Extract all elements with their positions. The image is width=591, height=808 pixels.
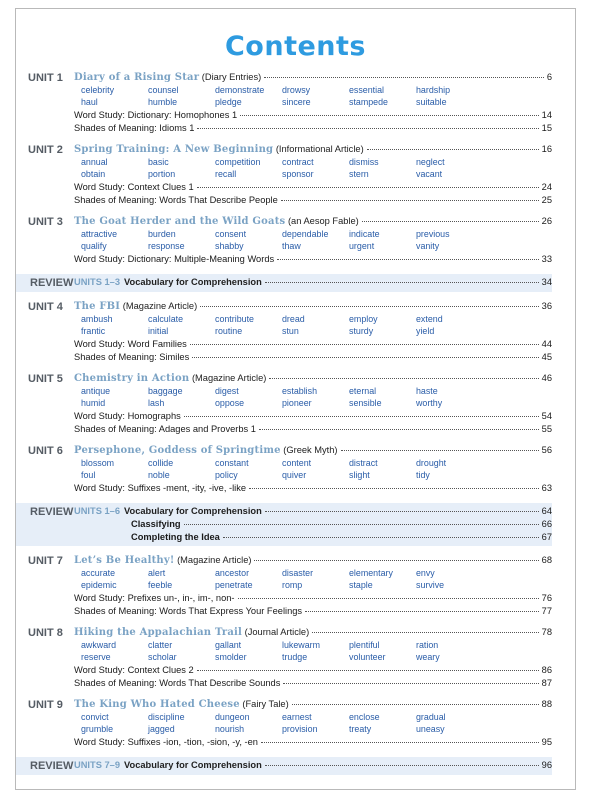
toc-line[interactable] [74, 554, 552, 567]
page-number: 76 [541, 593, 552, 603]
dot-leader [367, 149, 539, 150]
story-heading [74, 71, 261, 84]
vocab-word: alert [148, 568, 166, 578]
shades-of-meaning-label: Shades of Meaning: Words That Describe Sounds [74, 678, 281, 688]
review-units: UNITS 1–6 [74, 506, 120, 516]
dot-leader [264, 77, 544, 78]
story-type: (Informational Article) [275, 144, 364, 154]
vocab-word: content [282, 458, 312, 468]
vocab-word: distract [349, 458, 378, 468]
vocab-word: accurate [81, 568, 116, 578]
vocab-word: celebrity [81, 85, 115, 95]
dot-leader [261, 742, 539, 743]
vocabulary-words [74, 85, 552, 108]
table-of-contents [28, 71, 552, 775]
page-number: 64 [541, 506, 552, 516]
dot-leader [184, 524, 539, 525]
toc-line[interactable] [74, 518, 552, 531]
page-number: 15 [541, 123, 552, 133]
vocab-word: quiver [282, 469, 307, 480]
vocabulary-words [74, 712, 552, 735]
dot-leader [265, 765, 539, 766]
vocab-word: romp [282, 579, 303, 590]
dot-leader [292, 704, 539, 705]
unit-content [74, 300, 552, 364]
unit-content [74, 626, 552, 690]
vocab-word: initial [148, 325, 169, 336]
toc-line[interactable] [74, 592, 552, 605]
vocabulary-words [74, 229, 552, 252]
toc-line[interactable] [74, 410, 552, 423]
unit-content [74, 71, 552, 135]
vocab-word: employ [349, 314, 378, 324]
toc-line[interactable] [74, 351, 552, 364]
review-units: UNITS 7–9 [74, 760, 120, 770]
dot-leader [283, 683, 538, 684]
page-number: 34 [541, 277, 552, 287]
vocab-word: establish [282, 386, 318, 396]
toc-line[interactable] [74, 372, 552, 385]
review-subsection: Completing the Idea [131, 532, 220, 542]
vocab-word: treaty [349, 723, 372, 734]
shades-of-meaning-label: Shades of Meaning: Similes [74, 352, 190, 362]
unit-label: UNIT 7 [28, 555, 63, 567]
vocab-word: worthy [416, 397, 443, 408]
vocab-word: feeble [148, 579, 173, 590]
vocab-word: earnest [282, 712, 312, 722]
story-heading [74, 300, 197, 313]
review-entry [16, 274, 552, 292]
vocab-word: calculate [148, 314, 184, 324]
vocab-word: dungeon [215, 712, 250, 722]
vocab-word: contribute [215, 314, 254, 324]
toc-line[interactable] [74, 444, 552, 457]
vocab-word: penetrate [215, 579, 253, 590]
vocab-word: ration [416, 640, 439, 650]
vocab-word: constant [215, 458, 249, 468]
vocabulary-words [74, 157, 552, 180]
word-study-label: Word Study: Suffixes -ment, -ity, -ive, -like [74, 483, 247, 493]
vocab-word: neglect [416, 157, 445, 167]
vocab-word: lash [148, 397, 165, 408]
page-number: 46 [541, 373, 552, 383]
vocab-word: gradual [416, 712, 446, 722]
story-title: Hiking the Appalachian Trail [74, 627, 243, 638]
vocab-word: oppose [215, 397, 245, 408]
vocab-word: obtain [81, 168, 106, 179]
vocab-word: elementary [349, 568, 393, 578]
story-title: The FBI [74, 301, 121, 312]
unit-label: UNIT 2 [28, 144, 63, 156]
vocab-word: humble [148, 96, 178, 107]
vocab-word: eternal [349, 386, 377, 396]
dot-leader [254, 560, 538, 561]
vocab-word: indicate [349, 229, 380, 239]
vocab-word: frantic [81, 325, 106, 336]
dot-leader [192, 357, 538, 358]
page-number: 26 [541, 216, 552, 226]
story-heading [74, 372, 266, 385]
vocab-word: extend [416, 314, 443, 324]
vocab-word: uneasy [416, 723, 445, 734]
vocab-word: staple [349, 579, 373, 590]
unit-label: UNIT 1 [28, 72, 63, 84]
dot-leader [312, 632, 538, 633]
vocab-word: dread [282, 314, 305, 324]
toc-line[interactable] [74, 194, 552, 207]
story-heading [74, 215, 359, 228]
toc-line[interactable] [74, 215, 552, 228]
story-type: (Magazine Article) [122, 301, 198, 311]
vocab-word: sensible [349, 397, 382, 408]
dot-leader [240, 115, 539, 116]
review-label: REVIEW [30, 277, 74, 289]
unit-label: UNIT 4 [28, 301, 63, 313]
review-heading [74, 759, 262, 772]
toc-line[interactable] [74, 71, 552, 84]
story-type: (Diary Entries) [201, 72, 262, 82]
toc-line[interactable] [74, 181, 552, 194]
dot-leader [197, 187, 539, 188]
vocab-word: suitable [416, 96, 447, 107]
unit-content [74, 698, 552, 749]
vocab-word: stern [349, 168, 369, 179]
page-number: 66 [541, 519, 552, 529]
vocab-word: sponsor [282, 168, 314, 179]
page-title: Contents [224, 31, 366, 62]
page-number: 16 [541, 144, 552, 154]
toc-line[interactable] [74, 423, 552, 436]
unit-label: UNIT 3 [28, 216, 63, 228]
review-title: Vocabulary for Comprehension [124, 277, 262, 287]
word-study-label: Word Study: Word Families [74, 339, 187, 349]
word-study-label: Word Study: Homographs [74, 411, 181, 421]
vocab-word: drought [416, 458, 447, 468]
unit-label: UNIT 9 [28, 699, 63, 711]
vocab-word: haul [81, 96, 98, 107]
vocab-word: provision [282, 723, 318, 734]
vocab-word: grumble [81, 723, 114, 734]
vocab-word: thaw [282, 240, 301, 251]
page-number: 33 [541, 254, 552, 264]
unit-label: UNIT 6 [28, 445, 63, 457]
story-title: Spring Training: A New Beginning [74, 144, 274, 155]
vocab-word: sturdy [349, 325, 374, 336]
word-study-label: Word Study: Context Clues 2 [74, 665, 194, 675]
vocab-word: blossom [81, 458, 115, 468]
unit-entry [28, 71, 552, 135]
vocab-word: vacant [416, 168, 443, 179]
vocab-word: digest [215, 386, 239, 396]
vocab-word: stun [282, 325, 299, 336]
vocab-word: awkward [81, 640, 117, 650]
vocab-word: demonstrate [215, 85, 265, 95]
vocab-word: volunteer [349, 651, 386, 662]
dot-leader [190, 344, 539, 345]
toc-line[interactable] [74, 759, 552, 772]
review-title: Vocabulary for Comprehension [124, 760, 262, 770]
vocabulary-words [74, 640, 552, 663]
review-label: REVIEW [30, 760, 74, 772]
vocab-word: plentiful [349, 640, 380, 650]
unit-entry [28, 698, 552, 749]
vocab-word: trudge [282, 651, 308, 662]
dot-leader [197, 670, 539, 671]
page-number: 95 [541, 737, 552, 747]
unit-entry [28, 554, 552, 618]
story-heading [74, 444, 338, 457]
story-title: Chemistry in Action [74, 373, 190, 384]
vocab-word: portion [148, 168, 176, 179]
story-title: The King Who Hated Cheese [74, 699, 240, 710]
shades-of-meaning-label: Shades of Meaning: Words That Express Your Feelings [74, 606, 303, 616]
story-title: The Goat Herder and the Wild Goats [74, 216, 286, 227]
unit-entry [28, 143, 552, 207]
shades-of-meaning-label: Shades of Meaning: Idioms 1 [74, 123, 195, 133]
page-number: 88 [541, 699, 552, 709]
review-content [74, 276, 552, 290]
page-number: 78 [541, 627, 552, 637]
dot-leader [265, 282, 539, 283]
vocab-word: annual [81, 157, 108, 167]
vocab-word: scholar [148, 651, 177, 662]
story-title: Persephone, Goddess of Springtime [74, 445, 281, 456]
vocabulary-words [74, 314, 552, 337]
vocab-word: lukewarm [282, 640, 320, 650]
page-number: 14 [541, 110, 552, 120]
vocab-word: gallant [215, 640, 242, 650]
word-study-label: Word Study: Dictionary: Multiple-Meaning Words [74, 254, 275, 264]
toc-line[interactable] [74, 122, 552, 135]
unit-content [74, 143, 552, 207]
vocabulary-words [74, 386, 552, 409]
dot-leader [265, 511, 539, 512]
page-number: 24 [541, 182, 552, 192]
vocab-word: discipline [148, 712, 185, 722]
vocab-word: slight [349, 469, 370, 480]
vocabulary-words [74, 568, 552, 591]
word-study-label: Word Study: Context Clues 1 [74, 182, 194, 192]
toc-line[interactable] [74, 505, 552, 518]
vocab-word: drowsy [282, 85, 311, 95]
story-type: (Magazine Article) [177, 555, 252, 565]
vocab-word: noble [148, 469, 170, 480]
dot-leader [362, 221, 539, 222]
vocab-word: clatter [148, 640, 173, 650]
story-type: (Journal Article) [244, 627, 310, 637]
unit-entry [28, 372, 552, 436]
page-number: 87 [541, 678, 552, 688]
unit-entry [28, 300, 552, 364]
vocab-word: urgent [349, 240, 375, 251]
vocab-word: weary [416, 651, 440, 662]
vocab-word: enclose [349, 712, 380, 722]
toc-line[interactable] [74, 109, 552, 122]
vocab-word: contract [282, 157, 314, 167]
review-entry [16, 503, 552, 546]
page-number: 6 [546, 72, 552, 82]
toc-line[interactable] [74, 338, 552, 351]
story-type: (an Aesop Fable) [287, 216, 359, 226]
page-number: 36 [541, 301, 552, 311]
dot-leader [305, 611, 539, 612]
dot-leader [223, 537, 539, 538]
page-number: 54 [541, 411, 552, 421]
unit-entry [28, 215, 552, 266]
word-study-label: Word Study: Suffixes -ion, -tion, -sion, -y, -en [74, 737, 258, 747]
unit-label: UNIT 8 [28, 627, 63, 639]
toc-line[interactable] [74, 276, 552, 289]
vocabulary-words [74, 458, 552, 481]
unit-content [74, 444, 552, 495]
dot-leader [184, 416, 539, 417]
toc-line[interactable] [74, 736, 552, 749]
dot-leader [259, 429, 539, 430]
page-number: 25 [541, 195, 552, 205]
vocab-word: nourish [215, 723, 245, 734]
dot-leader [238, 598, 539, 599]
shades-of-meaning-label: Shades of Meaning: Adages and Proverbs 1 [74, 424, 256, 434]
vocab-word: essential [349, 85, 385, 95]
toc-line[interactable] [74, 253, 552, 266]
shades-of-meaning-label: Shades of Meaning: Words That Describe People [74, 195, 278, 205]
vocab-word: ancestor [215, 568, 250, 578]
vocab-word: pledge [215, 96, 242, 107]
vocab-word: basic [148, 157, 169, 167]
vocab-word: foul [81, 469, 96, 480]
page-number: 67 [541, 532, 552, 542]
vocab-word: yield [416, 325, 435, 336]
page-number: 96 [541, 760, 552, 770]
vocab-word: sincere [282, 96, 311, 107]
review-subsection: Classifying [131, 519, 181, 529]
page-number: 56 [541, 445, 552, 455]
dot-leader [197, 128, 538, 129]
vocab-word: collide [148, 458, 174, 468]
toc-line[interactable] [74, 605, 552, 618]
dot-leader [200, 306, 538, 307]
vocab-word: recall [215, 168, 237, 179]
vocab-word: shabby [215, 240, 244, 251]
vocab-word: antique [81, 386, 111, 396]
dot-leader [341, 450, 539, 451]
vocab-word: response [148, 240, 185, 251]
vocab-word: envy [416, 568, 435, 578]
vocab-word: routine [215, 325, 243, 336]
review-title: Vocabulary for Comprehension [124, 506, 262, 516]
dot-leader [281, 200, 539, 201]
review-heading [74, 276, 262, 289]
review-content [74, 505, 552, 544]
vocab-word: baggage [148, 386, 183, 396]
story-type: (Greek Myth) [283, 445, 338, 455]
dot-leader [269, 378, 538, 379]
review-label: REVIEW [30, 506, 74, 518]
toc-line[interactable] [74, 626, 552, 639]
unit-content [74, 215, 552, 266]
unit-content [74, 372, 552, 436]
unit-content [74, 554, 552, 618]
vocab-word: dismiss [349, 157, 379, 167]
unit-entry [28, 444, 552, 495]
page-number: 68 [541, 555, 552, 565]
page-number: 77 [541, 606, 552, 616]
review-entry [16, 757, 552, 775]
toc-line[interactable] [74, 143, 552, 156]
vocab-word: tidy [416, 469, 430, 480]
vocab-word: stampede [349, 96, 388, 107]
vocab-word: previous [416, 229, 450, 239]
story-heading [74, 698, 289, 711]
story-heading [74, 143, 364, 156]
vocab-word: humid [81, 397, 106, 408]
vocab-word: dependable [282, 229, 329, 239]
unit-entry [28, 626, 552, 690]
page-number: 44 [541, 339, 552, 349]
vocab-word: survive [416, 579, 445, 590]
vocab-word: reserve [81, 651, 111, 662]
contents-page [15, 8, 576, 790]
unit-label: UNIT 5 [28, 373, 63, 385]
toc-line[interactable] [74, 677, 552, 690]
vocab-word: smolder [215, 651, 247, 662]
page-number: 55 [541, 424, 552, 434]
dot-leader [277, 259, 539, 260]
vocab-word: qualify [81, 240, 107, 251]
vocab-word: pioneer [282, 397, 312, 408]
vocab-word: consent [215, 229, 247, 239]
vocab-word: vanity [416, 240, 440, 251]
toc-line[interactable] [74, 698, 552, 711]
word-study-label: Word Study: Prefixes un-, in-, im-, non- [74, 593, 235, 603]
vocab-word: counsel [148, 85, 179, 95]
story-heading [74, 626, 309, 639]
vocab-word: disaster [282, 568, 314, 578]
vocab-word: epidemic [81, 579, 117, 590]
review-content [74, 759, 552, 773]
vocab-word: haste [416, 386, 438, 396]
vocab-word: convict [81, 712, 109, 722]
vocab-word: competition [215, 157, 261, 167]
story-title: Diary of a Rising Star [74, 72, 200, 83]
vocab-word: burden [148, 229, 176, 239]
toc-line[interactable] [74, 300, 552, 313]
story-type: (Magazine Article) [191, 373, 267, 383]
story-type: (Fairy Tale) [242, 699, 289, 709]
word-study-label: Word Study: Dictionary: Homophones 1 [74, 110, 238, 120]
vocab-word: ambush [81, 314, 113, 324]
review-heading [74, 505, 262, 518]
page-number: 45 [541, 352, 552, 362]
vocab-word: jagged [148, 723, 175, 734]
vocab-word: hardship [416, 85, 451, 95]
review-units: UNITS 1–3 [74, 277, 120, 287]
page-number: 63 [541, 483, 552, 493]
toc-line[interactable] [74, 664, 552, 677]
vocab-word: policy [215, 469, 238, 480]
story-heading [74, 554, 251, 567]
toc-line[interactable] [74, 531, 552, 544]
page-number: 86 [541, 665, 552, 675]
dot-leader [249, 488, 539, 489]
toc-line[interactable] [74, 482, 552, 495]
vocab-word: attractive [81, 229, 118, 239]
story-title: Let’s Be Healthy! [74, 555, 175, 566]
